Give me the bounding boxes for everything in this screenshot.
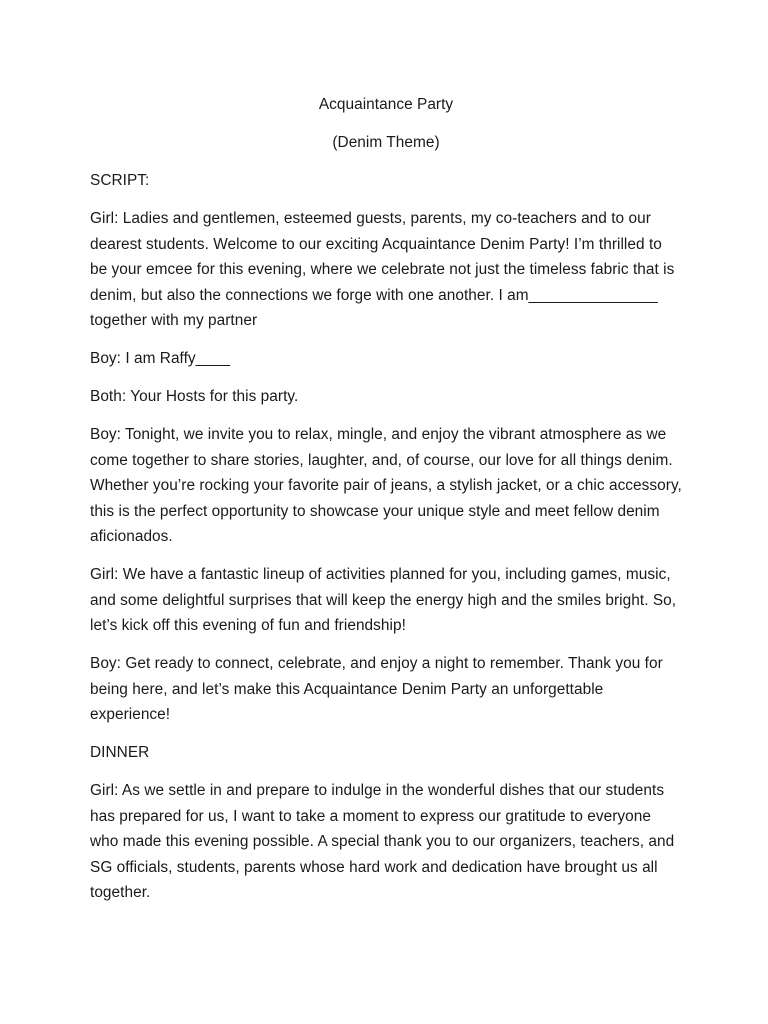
paragraph-boy-ready: Boy: Get ready to connect, celebrate, and enjoy a night to remember. Thank you for being here, and let’s make this Acquaintance Denim Party an unforgettable experience! xyxy=(90,655,663,723)
document-body xyxy=(90,92,682,918)
paragraph-girl-welcome: Girl: Ladies and gentlemen, esteemed guests, parents, my co-teachers and to our dearest students. Welcome to our exciting Acquaintance Denim Party! I’m thrilled to be your emcee for this evening, where we celebrate not just the timeless fabric that is denim, but also the connections we forge with one another. I am_______________ together with my partner xyxy=(90,210,675,329)
script-heading: SCRIPT: xyxy=(90,172,150,189)
paragraph-boy-tonight: Boy: Tonight, we invite you to relax, mingle, and enjoy the vibrant atmosphere as we come together to share stories, laughter, and, of course, our love for all things denim. Whether you’re rocking your favorite pair of jeans, a stylish jacket, or a chic accessory, this is the perfect opportunity to showcase your unique style and meet fellow denim aficionados. xyxy=(90,426,682,545)
paragraph-girl-dinner: Girl: As we settle in and prepare to indulge in the wonderful dishes that our students has prepared for us, I want to take a moment to express our gratitude to everyone who made this evening possible. A special thank you to our organizers, teachers, and SG officials, students, parents whose hard work and dedication have brought us all together. xyxy=(90,782,675,901)
document-title: Acquaintance Party xyxy=(318,96,454,113)
paragraph-boy-intro: Boy: I am Raffy____ xyxy=(90,350,231,367)
paragraph-both-hosts: Both: Your Hosts for this party. xyxy=(90,388,299,405)
document-subtitle: (Denim Theme) xyxy=(332,134,440,151)
dinner-heading: DINNER xyxy=(90,744,150,761)
paragraph-girl-lineup: Girl: We have a fantastic lineup of activities planned for you, including games, music, and some delightful surprises that will keep the energy high and the smiles bright. So, let’s kick off this evening of fun and friendship! xyxy=(90,566,677,634)
